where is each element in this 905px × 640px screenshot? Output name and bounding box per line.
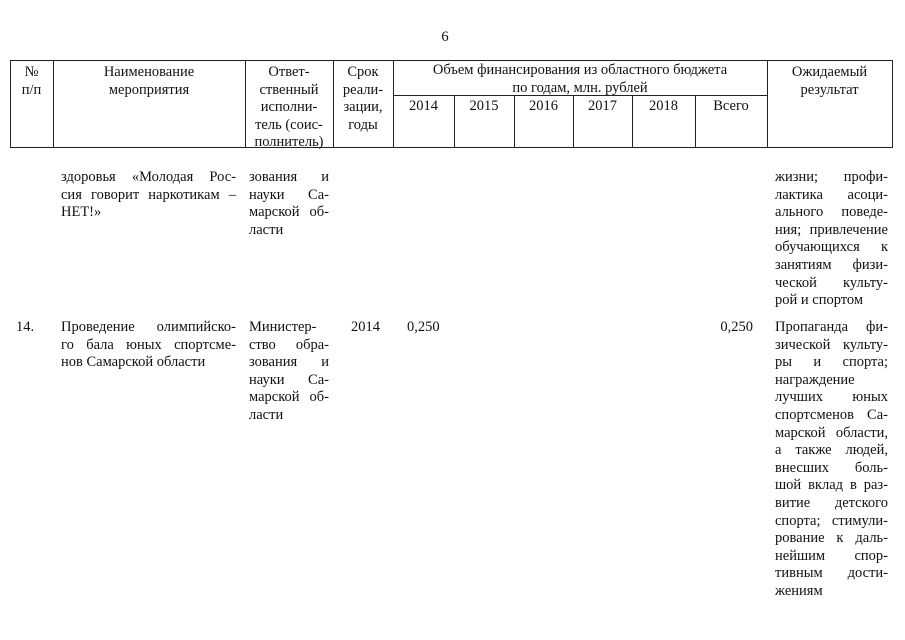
page-number: 6 [441,29,449,45]
row14-2014-value: 0,250 [407,319,440,335]
header-year-total: Всего [713,98,749,114]
row14-num: 14. [16,319,35,335]
cont-result: жизни; профи- лактика асоци- ального поведе- ния; привлечение обучающихся к занятиям физи- ческой культу- рой и спортом [775,169,888,309]
header-year-2015: 2015 [469,98,499,114]
cont-responsible: зования и науки Са- марской об- ласти [249,169,329,238]
row14-term: 2014 [351,319,380,335]
header-term: Срок реали- зации, годы [342,64,384,133]
row14-name: Проведение олимпийско- го бала юных спортсме- нов Самарской области [61,319,236,371]
header-year-2017: 2017 [588,98,617,114]
header-num: № п/п [21,64,42,98]
header-year-2016: 2016 [529,98,558,114]
header-year-2018: 2018 [649,98,678,114]
row14-result: Пропаганда фи- зической культу- ры и спорта; награждение лучших юных спортсменов Са- марской области, а также людей, внесших боль- шой вклад в раз- витие детского спорта; стимули- рование к даль- нейшим спор- тивным дости- жениям [775,319,888,599]
header-name: Наименование мероприятия [103,64,195,98]
header-funding: Объем финансирования из областного бюджета по годам, млн. рублей [432,62,728,96]
header-result: Ожидаемый результат [791,64,868,98]
header-year-2014: 2014 [409,98,438,114]
row14-responsible: Министер- ство обра- зования и науки Са- марской об- ласти [249,319,329,423]
row14-total-value: 0,250 [720,319,753,335]
cont-name: здоровья «Молодая Рос- сия говорит наркотикам – НЕТ!» [61,169,236,221]
header-responsible: Ответ- ственный исполни- тель (соис- полнитель) [254,64,324,151]
